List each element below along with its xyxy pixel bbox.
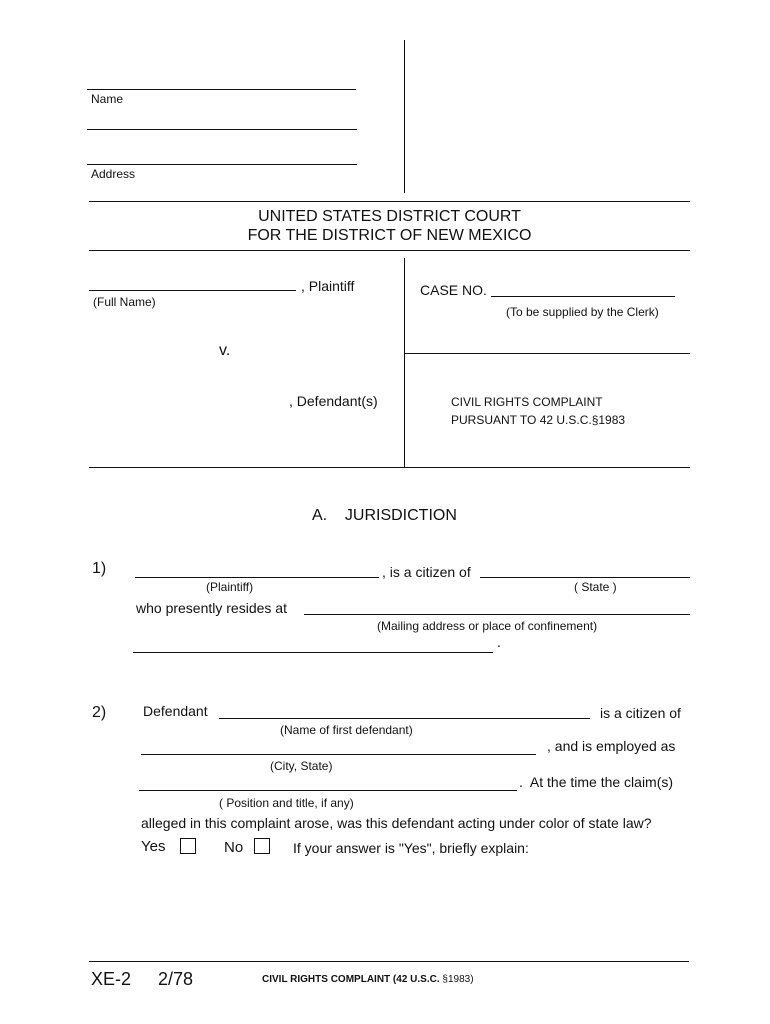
defendant-label: Defendant: [143, 703, 208, 719]
full-name-note: (Full Name): [93, 295, 156, 309]
item-1-number: 1): [92, 560, 107, 577]
item-2-number: 2): [92, 704, 107, 721]
versus-label: v.: [219, 342, 231, 359]
address-line-2-input[interactable]: [87, 146, 357, 165]
no-label: No: [224, 839, 244, 856]
caption-divider: [404, 258, 405, 468]
caption-mid-rule: [404, 353, 690, 354]
name-input[interactable]: [87, 71, 356, 90]
defendant-city-state-input[interactable]: [141, 736, 536, 755]
defendant-position-input[interactable]: [139, 772, 517, 791]
case-no-label: CASE NO.: [420, 282, 487, 298]
yes-label: Yes: [141, 838, 166, 855]
yes-checkbox[interactable]: [180, 838, 196, 854]
address-label: Address: [91, 167, 136, 181]
footer-rule: [89, 961, 689, 962]
employed-as-text: , and is employed as: [547, 738, 676, 754]
time-of-claim-text: . At the time the claim(s): [519, 774, 674, 790]
form-date: 2/78: [158, 969, 194, 989]
name-label: Name: [91, 92, 124, 106]
city-state-note: (City, State): [270, 759, 333, 773]
plaintiff-name-input[interactable]: [89, 272, 296, 291]
first-defendant-note: (Name of first defendant): [280, 723, 413, 737]
item-1-period: .: [497, 634, 501, 650]
case-no-input[interactable]: [491, 278, 675, 297]
color-of-law-question: alleged in this complaint arose, was this defendant acting under color of state law?: [141, 815, 652, 831]
mailing-address-line-2-input[interactable]: [133, 634, 493, 653]
section-a-heading: A. JURISDICTION: [312, 507, 457, 524]
citizen-of-text-2: is a citizen of: [600, 705, 681, 721]
defendant-caption-label: , Defendant(s): [289, 393, 378, 409]
no-checkbox[interactable]: [254, 838, 270, 854]
citizen-of-text-1: , is a citizen of: [382, 564, 471, 580]
header-divider: [404, 40, 405, 193]
footer-title-tail: §1983): [439, 974, 474, 985]
footer-title: [262, 974, 474, 985]
complaint-title-line-1: CIVIL RIGHTS COMPLAINT: [451, 395, 603, 409]
first-defendant-name-input[interactable]: [219, 700, 590, 719]
footer-title-bold: CIVIL RIGHTS COMPLAINT (42 U.S.C.: [262, 974, 440, 985]
form-code: XE-2: [91, 969, 132, 989]
plaintiff-state-input[interactable]: [480, 559, 690, 578]
court-rule-top: [89, 201, 690, 202]
court-name-line-1: UNITED STATES DISTRICT COURT: [258, 208, 521, 225]
plaintiff-note: (Plaintiff): [206, 580, 254, 594]
plaintiff-label: , Plaintiff: [301, 278, 355, 294]
mailing-address-input[interactable]: [304, 596, 690, 615]
court-name-line-2: FOR THE DISTRICT OF NEW MEXICO: [247, 227, 532, 244]
plaintiff-citizen-input[interactable]: [135, 559, 379, 578]
state-note: ( State ): [574, 580, 617, 594]
explain-prompt: If your answer is "Yes", briefly explain:: [293, 840, 529, 856]
court-rule-bottom: [89, 250, 690, 251]
complaint-title-line-2: PURSUANT TO 42 U.S.C.§1983: [451, 413, 626, 427]
address-line-1-input[interactable]: [87, 111, 357, 130]
resides-at-text: who presently resides at: [136, 600, 287, 616]
position-note: ( Position and title, if any): [219, 796, 354, 810]
caption-rule-bottom: [89, 467, 690, 468]
case-no-note: (To be supplied by the Clerk): [506, 305, 659, 319]
mailing-address-note: (Mailing address or place of confinement): [377, 619, 598, 633]
